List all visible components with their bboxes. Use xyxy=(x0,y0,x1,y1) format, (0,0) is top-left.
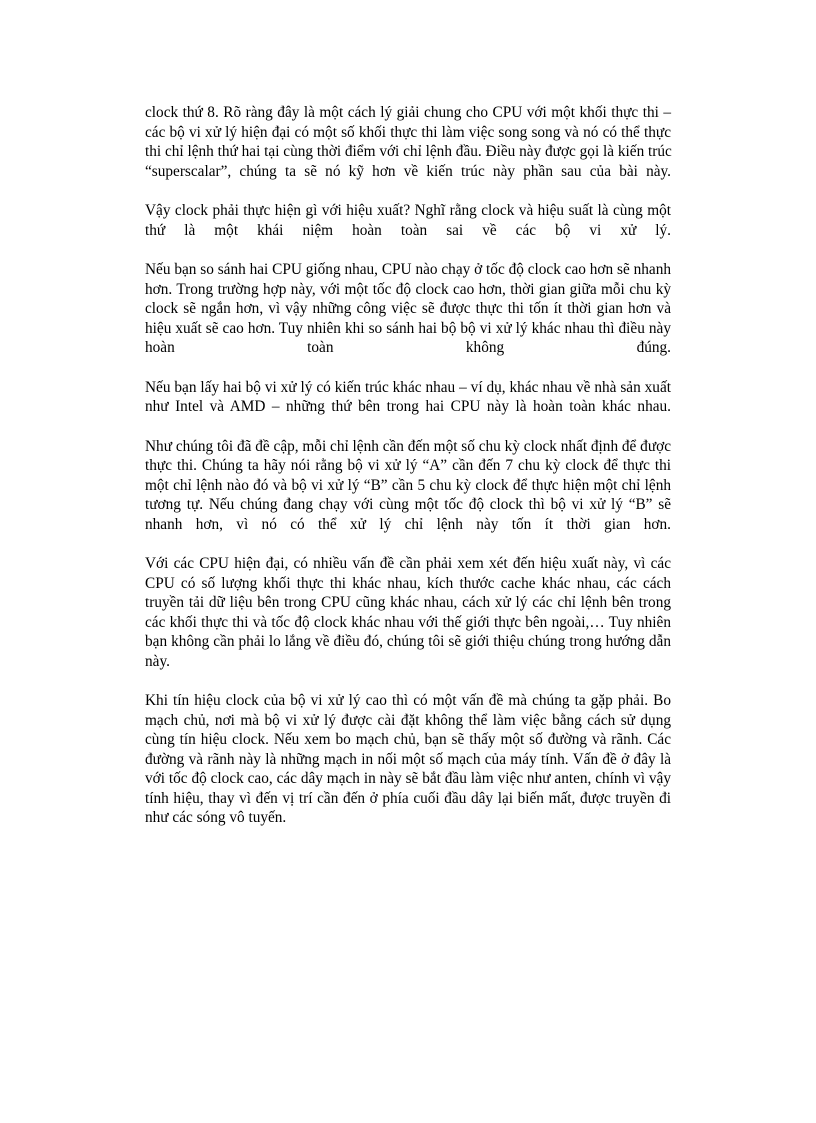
paragraph xyxy=(145,554,671,671)
text-line: một chỉ lệnh nào đó và bộ vi xử lý “B” cần 5 chu kỳ clock để thực hiện một chỉ lệnh xyxy=(145,476,671,494)
document-body xyxy=(145,103,671,848)
text-line: Như chúng tôi đã đề cập, mỗi chỉ lệnh cần đến một số chu kỳ clock nhất định để được xyxy=(145,437,671,455)
text-line: thực thi. Chúng ta hãy nói rằng bộ vi xử lý “A” cần đến 7 chu kỳ clock để thực thi xyxy=(145,457,671,474)
text-line: đường và rãnh này là những mạch in nối một số mạch của máy tính. Vấn đề ở đây là xyxy=(145,750,671,768)
text-line: Nếu bạn lấy hai bộ vi xử lý có kiến trúc khác nhau – ví dụ, khác nhau về nhà sản xuất xyxy=(145,378,671,396)
text-line: các bộ vi xử lý hiện đại có một số khối thực thi làm việc song song và nó có thể thực xyxy=(145,123,671,141)
text-line: Với các CPU hiện đại, có nhiều vấn đề cần phải xem xét đến hiệu xuất này, vì các xyxy=(145,555,671,572)
text-line: Nếu bạn so sánh hai CPU giống nhau, CPU nào chạy ở tốc độ clock cao hơn sẽ nhanh xyxy=(145,261,671,278)
text-line: với tốc độ clock cao, các dây mạch in này sẽ bắt đầu làm việc như anten, chính vì vậy xyxy=(145,770,671,787)
paragraph xyxy=(145,201,671,240)
paragraph xyxy=(145,260,671,358)
text-line: cùng tín hiệu clock. Nếu xem bo mạch chủ, bạn sẽ thấy một số đường và rãnh. Các xyxy=(145,731,671,748)
text-line: thứ là một khái niệm hoàn toàn sai về các bộ vi xử lý. xyxy=(145,221,671,239)
text-line: Khi tín hiệu clock của bộ vi xử lý cao thì có một vấn đề mà chúng ta gặp phải. Bo xyxy=(145,692,671,709)
paragraph xyxy=(145,437,671,535)
text-line: hiệu xuất sẽ cao hơn. Tuy nhiên khi so sánh hai bộ bộ vi xử lý khác nhau thì điều này xyxy=(145,319,671,337)
text-line: clock thứ 8. Rõ ràng đây là một cách lý giải chung cho CPU với một khối thực thi – xyxy=(145,104,671,121)
paragraph xyxy=(145,691,671,828)
text-line: các khối thực thi và tốc độ clock khác nhau với thế giới thực bên ngoài,… Tuy nhiên xyxy=(145,613,671,631)
text-line: như các sóng vô tuyến. xyxy=(145,809,287,826)
text-line: mạch chủ, nơi mà bộ vi xử lý được cài đặt không thể làm việc bằng cách sử dụng xyxy=(145,711,671,729)
text-line: tính hiệu, thay vì đến vị trí cần đến ở phía cuối đầu dây lại biến mất, được truyền đi xyxy=(145,789,671,807)
text-line: này. xyxy=(145,652,170,670)
text-line: tương tự. Nếu chúng đang chạy với cùng một tốc độ clock thì bộ vi xử lý “B” sẽ xyxy=(145,496,671,513)
text-line: hơn. Trong trường hợp này, với một tốc độ clock cao hơn, thời gian giữa mỗi chu kỳ xyxy=(145,280,671,298)
text-line: bạn không cần phải lo lắng về điều đó, chúng tôi sẽ giới thiệu chúng trong hướng dẫn xyxy=(145,633,671,650)
text-line: hoàn toàn không đúng. xyxy=(145,339,671,356)
text-line: “superscalar”, chúng ta sẽ nó kỹ hơn về kiến trúc này phần sau của bài này. xyxy=(145,162,671,180)
text-line: clock sẽ ngắn hơn, vì vậy những công việc sẽ được thực thi tốn ít thời gian hơn và xyxy=(145,300,671,317)
paragraph xyxy=(145,378,671,417)
text-line: thi chỉ lệnh thứ hai tại cùng thời điểm với chỉ lệnh đầu. Điều này được gọi là kiến trúc xyxy=(145,143,672,160)
text-line: nhanh hơn, vì nó có thể xử lý chỉ lệnh này tốn ít thời gian hơn. xyxy=(145,515,671,533)
text-line: CPU có số lượng khối thực thi khác nhau, kích thước cache khác nhau, các cách xyxy=(145,574,671,592)
paragraph xyxy=(145,103,671,181)
text-line: như Intel và AMD – những thứ bên trong hai CPU này là hoàn toàn khác nhau. xyxy=(145,398,671,415)
text-line: truyền tải dữ liệu bên trong CPU cũng khác nhau, cách xử lý các chỉ lệnh bên trong xyxy=(145,594,671,611)
text-line: Vậy clock phải thực hiện gì với hiệu xuất? Nghĩ rằng clock và hiệu suất là cùng một xyxy=(145,202,671,219)
